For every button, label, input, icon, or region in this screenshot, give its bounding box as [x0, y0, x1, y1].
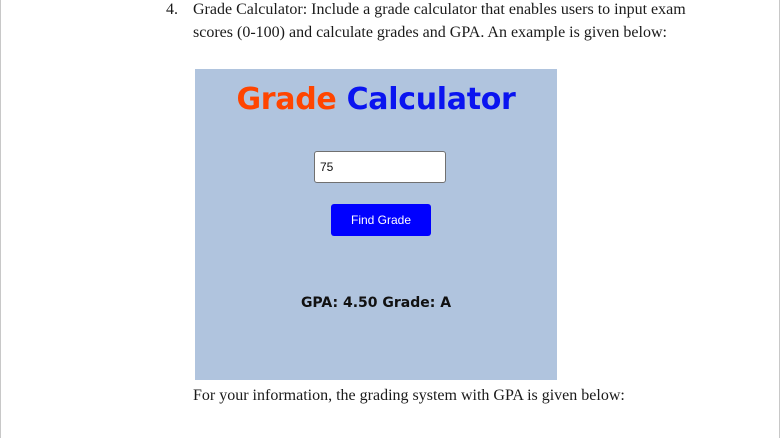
grading-info-text: For your information, the grading system with GPA is given below:: [193, 387, 625, 404]
title-grade-word: Grade: [236, 82, 337, 117]
calculator-title: [195, 81, 557, 119]
find-grade-button[interactable]: Find Grade: [331, 204, 431, 236]
list-item-text: Grade Calculator: Include a grade calculator that enables users to input exam scores (0-100) and calculate grades and GPA. An example is given below:: [193, 1, 686, 41]
page-border-left: [0, 0, 1, 438]
numbered-list-item: [166, 0, 726, 44]
title-calculator-word: Calculator: [346, 82, 516, 117]
result-text: GPA: 4.50 Grade: A: [300, 295, 452, 311]
score-input[interactable]: 75: [314, 151, 446, 183]
grade-calculator-screenshot: [195, 69, 557, 380]
list-item-number: 4.: [166, 1, 178, 18]
